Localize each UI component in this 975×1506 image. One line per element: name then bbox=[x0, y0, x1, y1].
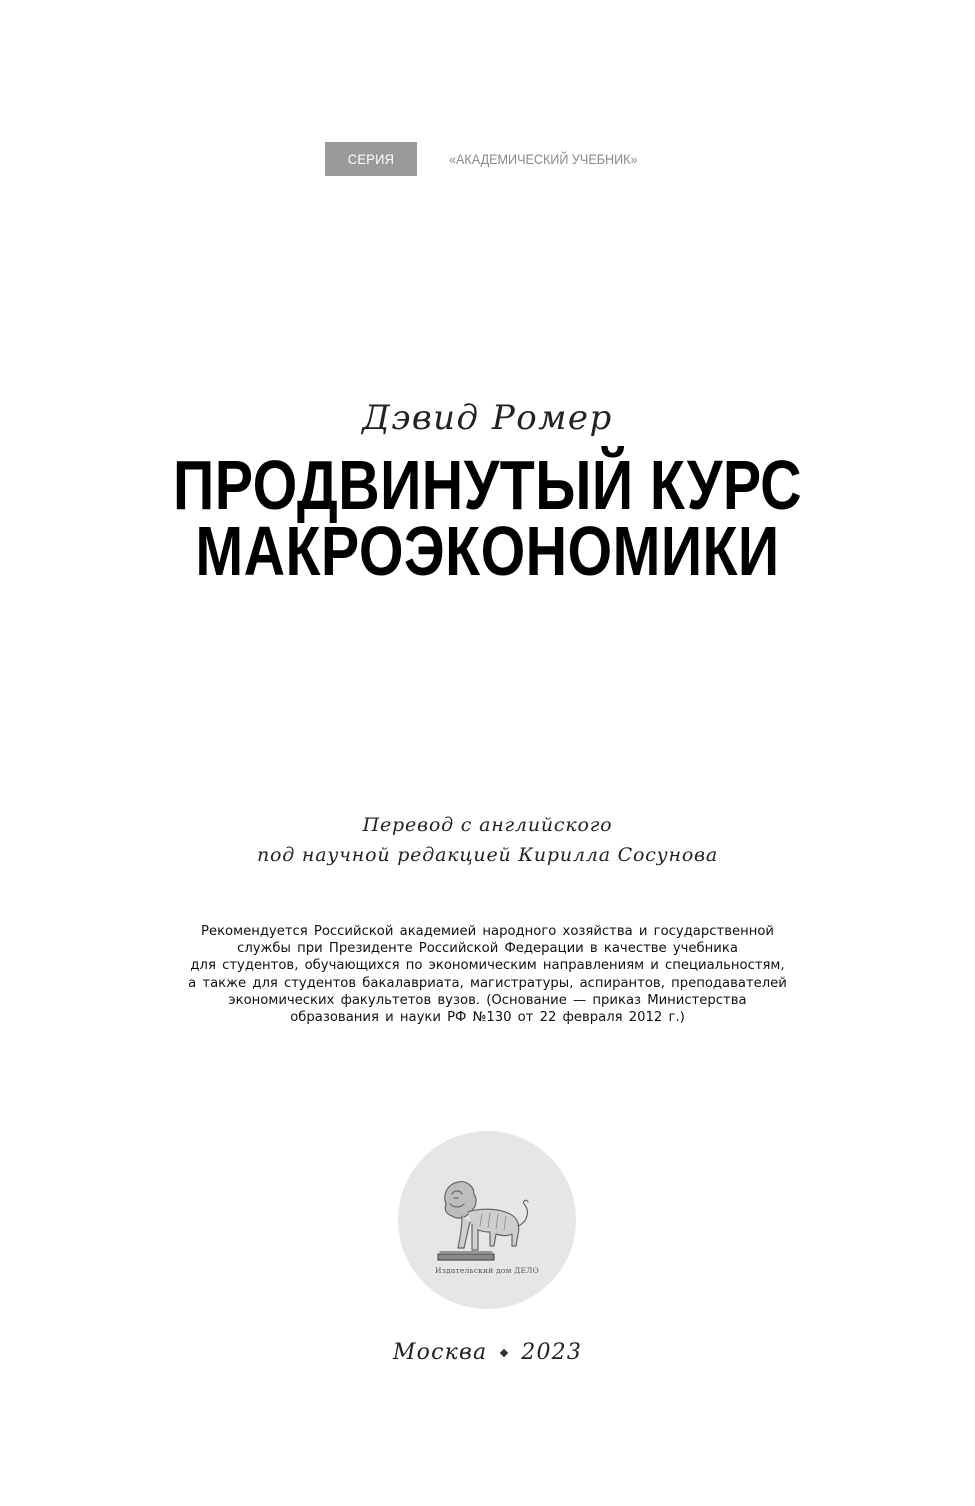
translation-note bbox=[0, 810, 975, 870]
recommendation-line: образования и науки РФ №130 от 22 февраля 2012 г.) bbox=[290, 1010, 685, 1026]
recommendation-line: Рекомендуется Российской академией народного хозяйства и государственной bbox=[201, 924, 774, 939]
recommendation-line: для студентов, обучающихся по экономическим направлениям и специальностям, bbox=[190, 958, 785, 974]
recommendation-text bbox=[140, 923, 835, 1026]
series-badge: СЕРИЯ bbox=[325, 142, 417, 176]
publisher-logo bbox=[398, 1131, 576, 1309]
translation-line-2: под научной редакцией Кирилла Сосунова bbox=[256, 844, 719, 866]
author-name: Дэвид Ромер bbox=[362, 398, 613, 438]
recommendation-line: экономических факультетов вузов. (Основание — приказ Министерства bbox=[228, 992, 747, 1008]
book-title bbox=[0, 446, 975, 590]
series-name: «АКАДЕМИЧЕСКИЙ УЧЕБНИК» bbox=[449, 151, 638, 167]
imprint bbox=[0, 1340, 975, 1365]
translation-line-1: Перевод с английского bbox=[362, 814, 613, 836]
title-line-2: МАКРОЭКОНОМИКИ bbox=[195, 512, 780, 590]
diamond-separator-icon bbox=[500, 1348, 508, 1356]
series-label bbox=[325, 142, 658, 176]
recommendation-line: а также для студентов бакалавриата, магистратуры, аспирантов, преподавателей bbox=[188, 975, 787, 991]
recommendation-line: службы при Президенте Российской Федерации в качестве учебника bbox=[237, 941, 738, 957]
imprint-year: 2023 bbox=[521, 1340, 583, 1365]
title-line-1: ПРОДВИНУТЫЙ КУРС bbox=[173, 446, 802, 524]
lion-icon bbox=[432, 1174, 542, 1264]
publisher-name: Издательский дом ДЕЛО bbox=[435, 1265, 539, 1275]
imprint-city: Москва bbox=[392, 1340, 488, 1365]
